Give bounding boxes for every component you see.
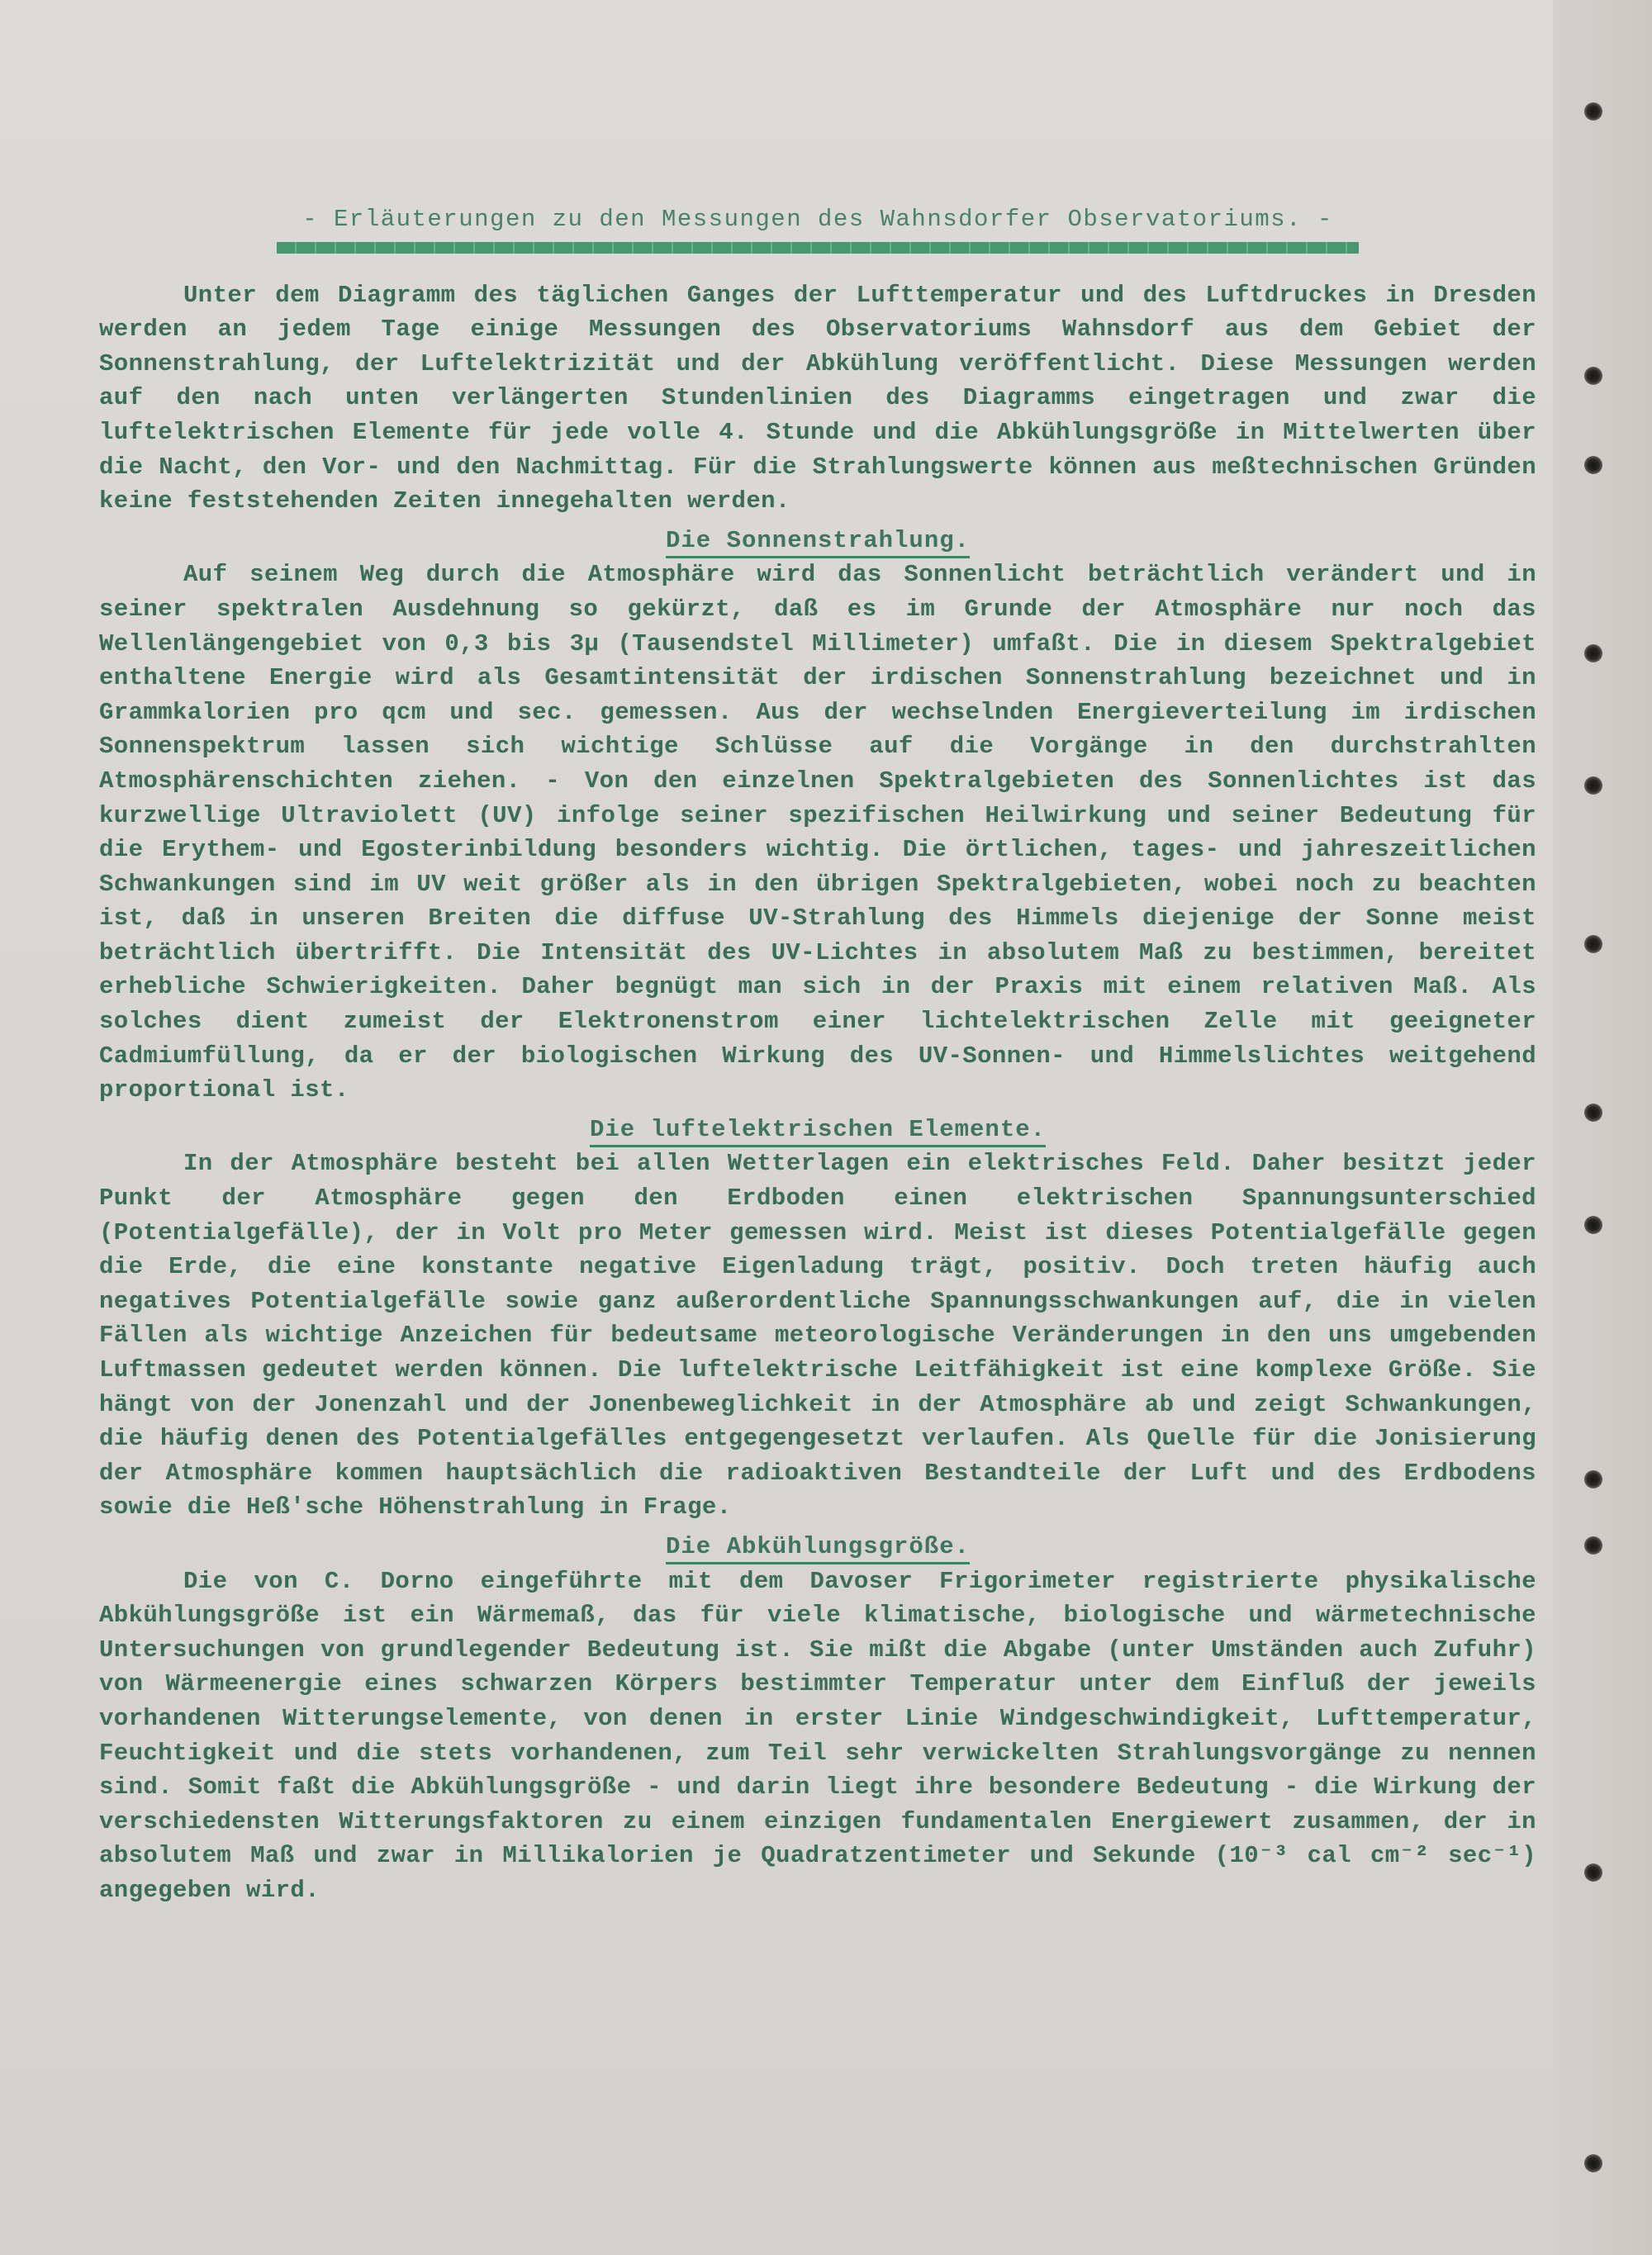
punch-hole xyxy=(1584,1216,1602,1234)
heading-text: Die Sonnenstrahlung. xyxy=(666,527,970,558)
section-heading-luftelektrik xyxy=(99,1113,1536,1147)
heading-text: Die Abkühlungsgröße. xyxy=(666,1533,970,1564)
title-underline xyxy=(277,242,1359,254)
page-edge-strip xyxy=(1553,0,1652,2255)
punch-hole xyxy=(1584,1863,1602,1882)
intro-paragraph: Unter dem Diagramm des täglichen Ganges der Lufttemperatur und des Luftdruckes in Dresden werden an jedem Tage einige Messungen des Observatoriums Wahnsdorf aus dem Gebiet der Sonnenstrahlung, der Luftelektrizität und der Abkühlung veröffentlicht. Diese Messungen werden auf den nach unten verlängerten Stundenlinien des Diagramms eingetragen und zwar die luftelektrischen Elemente für jede volle 4. Stunde und die Abkühlungsgröße in Mittelwerten über die Nacht, den Vor- und den Nachmittag. Für die Strahlungswerte können aus meßtechnischen Gründen keine feststehenden Zeiten innegehalten werden. xyxy=(99,281,1536,515)
punch-hole xyxy=(1584,367,1602,385)
punch-hole xyxy=(1584,935,1602,953)
punch-hole xyxy=(1584,2154,1602,2172)
punch-hole xyxy=(1584,1536,1602,1555)
section-heading-sonnenstrahlung xyxy=(99,524,1536,558)
section-heading-abkuehlung xyxy=(99,1530,1536,1564)
page-title: - Erläuterungen zu den Messungen des Wahnsdorfer Observatoriums. - xyxy=(302,206,1333,233)
punch-hole xyxy=(1584,1104,1602,1122)
punch-hole xyxy=(1584,776,1602,795)
punch-hole xyxy=(1584,1470,1602,1488)
document-body xyxy=(99,202,1536,1908)
punch-hole xyxy=(1584,102,1602,121)
punch-hole xyxy=(1584,456,1602,474)
section-body-abkuehlung: Die von C. Dorno eingeführte mit dem Davoser Frigorimeter registrierte physikalische Abkühlungsgröße ist ein Wärmemaß, das für viele klimatische, biologische und wärmetechnische Untersuchungen von grundlegender Bedeutung ist. Sie mißt die Abgabe (unter Umständen auch Zufuhr) von Wärmeenergie eines schwarzen Körpers bestimmter Temperatur unter dem Einfluß der jeweils vorhandenen Witterungselemente, von denen in erster Linie Windgeschwindigkeit, Lufttemperatur, Feuchtigkeit und die stets vorhandenen, zum Teil sehr verwickelten Strahlungsvorgänge zu nennen sind. Somit faßt die Abkühlungsgröße - und darin liegt ihre besondere Bedeutung - die Wirkung der verschiedensten Witterungsfaktoren zu einem einzigen fundamentalen Energiewert zusammen, der in absolutem Maß und zwar in Millikalorien je Quadratzentimeter und Sekunde (10⁻³ cal cm⁻² sec⁻¹) angegeben wird. xyxy=(99,1567,1536,1904)
punch-hole xyxy=(1584,644,1602,662)
heading-text: Die luftelektrischen Elemente. xyxy=(590,1116,1046,1147)
section-body-luftelektrik: In der Atmosphäre besteht bei allen Wetterlagen ein elektrisches Feld. Daher besitzt jeder Punkt der Atmosphäre gegen den Erdboden einen elektrischen Spannungsunterschied (Potentialgefälle), der in Volt pro Meter gemessen wird. Meist ist dieses Potentialgefälle gegen die Erde, die eine konstante negative Eigenladung trägt, positiv. Doch treten häufig auch negatives Potentialgefälle sowie ganz außerordentliche Spannungsschwankungen auf, die in vielen Fällen als wichtige Anzeichen für bedeutsame meteorologische Veränderungen in den uns umgebenden Luftmassen gedeutet werden können. Die luftelektrische Leitfähigkeit ist eine komplexe Größe. Sie hängt von der Jonenzahl und der Jonenbeweglichkeit in der Atmosphäre ab und zeigt Schwankungen, die häufig denen des Potentialgefälles entgegengesetzt verlaufen. Als Quelle für die Jonisierung der Atmosphäre kommen hauptsächlich die radioaktiven Bestandteile der Luft und des Erdbodens sowie die Heß'sche Höhenstrahlung in Frage. xyxy=(99,1150,1536,1522)
section-body-sonnenstrahlung: Auf seinem Weg durch die Atmosphäre wird das Sonnenlicht beträchtlich verändert und in seiner spektralen Ausdehnung so gekürzt, daß es im Grunde der Atmosphäre nur noch das Wellenlängengebiet von 0,3 bis 3μ (Tausendstel Millimeter) umfaßt. Die in diesem Spektralgebiet enthaltene Energie wird als Gesamtintensität der irdischen Sonnenstrahlung bezeichnet und in Grammkalorien pro qcm und sec. gemessen. Aus der wechselnden Energieverteilung im irdischen Sonnenspektrum lassen sich wichtige Schlüsse auf die Vorgänge in den durchstrahlten Atmosphärenschichten ziehen. - Von den einzelnen Spektralgebieten des Sonnenlichtes ist das kurzwellige Ultraviolett (UV) infolge seiner spezifischen Heilwirkung und seiner Bedeutung für die Erythem- und Egosterinbildung besonders wichtig. Die örtlichen, tages- und jahreszeitlichen Schwankungen sind im UV weit größer als in den übrigen Spektralgebieten, wobei noch zu beachten ist, daß in unseren Breiten die diffuse UV-Strahlung des Himmels diejenige der Sonne meist beträchtlich übertrifft. Die Intensität des UV-Lichtes in absolutem Maß zu bestimmen, bereitet erhebliche Schwierigkeiten. Daher begnügt man sich in der Praxis mit einem relativen Maß. Als solches dient zumeist der Elektronenstrom einer lichtelektrischen Zelle mit geeigneter Cadmiumfüllung, da er der biologischen Wirkung des UV-Sonnen- und Himmelslichtes weitgehend proportional ist. xyxy=(99,561,1536,1104)
